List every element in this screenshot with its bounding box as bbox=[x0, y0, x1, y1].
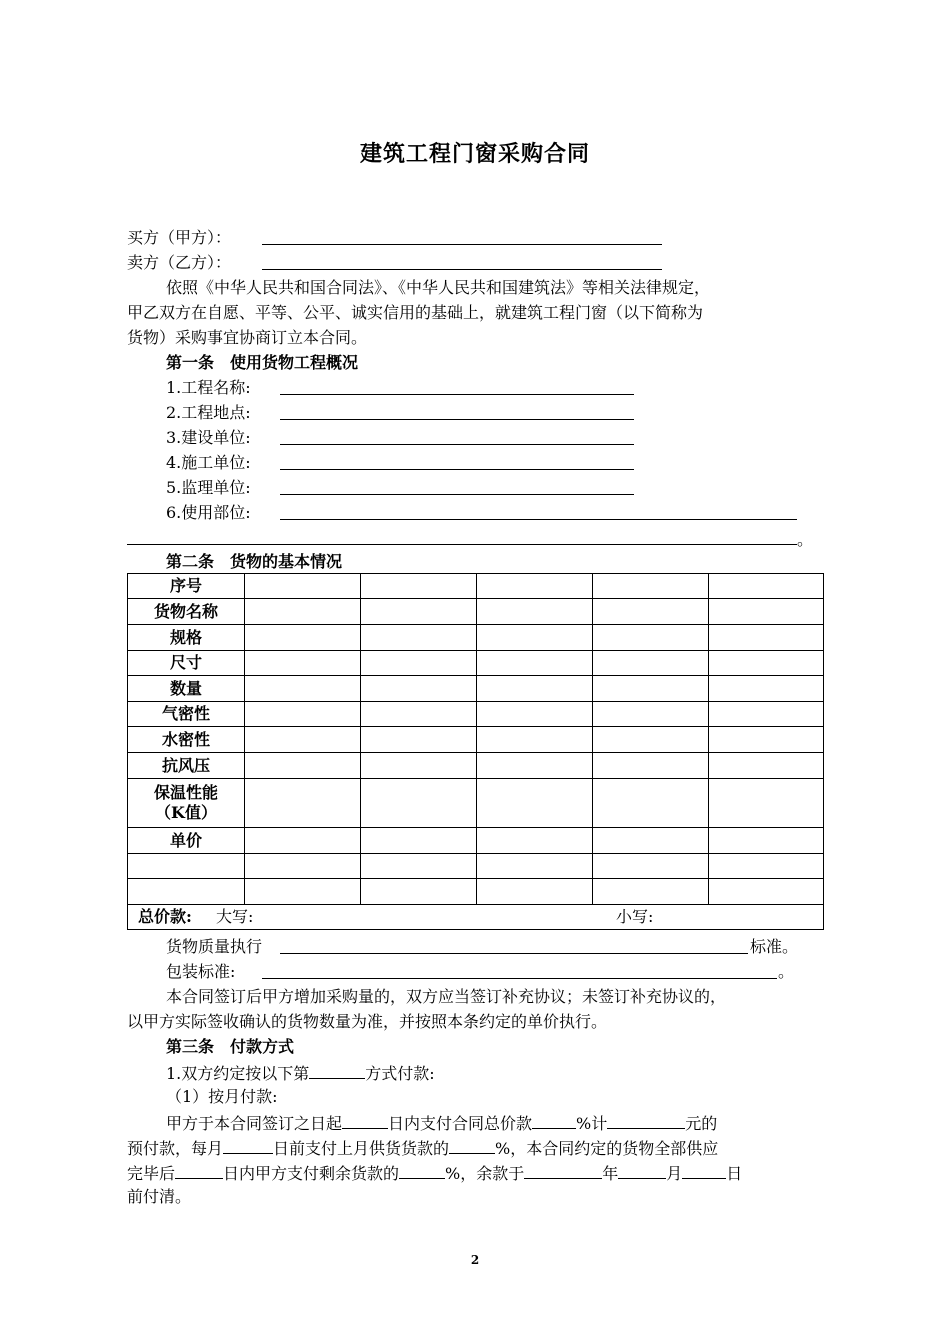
seller-blank bbox=[262, 269, 662, 270]
text-segment: 元的 bbox=[685, 1114, 718, 1133]
table-cell bbox=[709, 779, 824, 828]
usage-location-blank-2 bbox=[127, 544, 797, 545]
table-row bbox=[128, 625, 824, 651]
payment-para-line-4: 前付清。 bbox=[127, 1187, 192, 1206]
table-cell bbox=[245, 879, 361, 905]
table-cell bbox=[361, 879, 477, 905]
table-row bbox=[128, 753, 824, 779]
total-price-label: 总价款: bbox=[138, 907, 192, 926]
table-cell bbox=[477, 828, 593, 854]
table-cell bbox=[709, 676, 824, 702]
table-cell bbox=[709, 879, 824, 905]
percent-blank bbox=[532, 1112, 576, 1129]
table-cell bbox=[477, 753, 593, 779]
package-end-mark: 。 bbox=[778, 962, 795, 981]
table-row bbox=[128, 828, 824, 854]
table-cell bbox=[361, 779, 477, 828]
buyer-blank bbox=[262, 244, 662, 245]
document-title: 建筑工程门窗采购合同 bbox=[359, 141, 590, 167]
payment-option-prefix: 1.双方约定按以下第 bbox=[166, 1064, 310, 1083]
table-cell bbox=[245, 753, 361, 779]
project-name-label: 1.工程名称: bbox=[166, 378, 251, 397]
page-number: 2 bbox=[470, 1253, 480, 1267]
seller-label: 卖方（乙方）： bbox=[127, 253, 232, 272]
table-cell bbox=[709, 854, 824, 879]
table-cell bbox=[361, 854, 477, 879]
payment-option-suffix: 方式付款: bbox=[365, 1064, 435, 1083]
table-cell bbox=[709, 651, 824, 676]
table-cell bbox=[477, 625, 593, 651]
table-cell bbox=[245, 702, 361, 727]
table-row bbox=[128, 574, 824, 599]
table-row bbox=[128, 779, 824, 828]
table-cell bbox=[245, 854, 361, 879]
table-cell bbox=[477, 574, 593, 599]
text-segment: 甲方于本合同签订之日起 bbox=[166, 1114, 343, 1133]
total-price-cell bbox=[128, 905, 824, 930]
k-value-label: （K值） bbox=[155, 803, 217, 822]
supervision-unit-label: 5.监理单位: bbox=[166, 478, 251, 497]
table-cell bbox=[593, 879, 709, 905]
table-row bbox=[128, 879, 824, 905]
table-cell bbox=[477, 854, 593, 879]
text-segment: 日前支付上月供货货款的 bbox=[273, 1139, 450, 1158]
table-cell bbox=[245, 828, 361, 854]
days-blank bbox=[175, 1162, 223, 1179]
text-segment: 日内支付合同总价款 bbox=[388, 1114, 533, 1133]
table-cell bbox=[361, 753, 477, 779]
row-label-air-tightness: 气密性 bbox=[128, 702, 245, 727]
table-cell bbox=[593, 702, 709, 727]
table-cell bbox=[593, 625, 709, 651]
payment-option-blank bbox=[309, 1062, 365, 1079]
article-1-heading: 第一条 使用货物工程概况 bbox=[166, 353, 359, 372]
table-cell bbox=[593, 651, 709, 676]
text-segment: %计 bbox=[576, 1114, 608, 1133]
table-cell bbox=[709, 753, 824, 779]
table-cell bbox=[245, 574, 361, 599]
table-row bbox=[128, 702, 824, 727]
table-cell bbox=[593, 753, 709, 779]
row-label-goods-name: 货物名称 bbox=[128, 599, 245, 625]
table-cell bbox=[477, 676, 593, 702]
table-cell bbox=[709, 625, 824, 651]
usage-end-mark: 。 bbox=[797, 530, 814, 549]
table-cell bbox=[477, 779, 593, 828]
table-cell bbox=[245, 625, 361, 651]
table-cell bbox=[361, 828, 477, 854]
table-cell bbox=[477, 599, 593, 625]
day-blank bbox=[682, 1162, 726, 1179]
usage-location-blank-1 bbox=[280, 519, 797, 520]
package-blank bbox=[262, 978, 777, 979]
table-cell bbox=[361, 574, 477, 599]
month-blank bbox=[618, 1162, 666, 1179]
table-row bbox=[128, 854, 824, 879]
table-cell bbox=[593, 676, 709, 702]
article-3-heading: 第三条 付款方式 bbox=[166, 1037, 295, 1056]
supplement-line-1: 本合同签订后甲方增加采购量的，双方应当签订补充协议；未签订补充协议的， bbox=[166, 987, 727, 1006]
package-label: 包装标准: bbox=[166, 962, 236, 981]
row-label-size: 尺寸 bbox=[128, 651, 245, 676]
row-label-spec: 规格 bbox=[128, 625, 245, 651]
quality-suffix: 标准。 bbox=[750, 937, 799, 956]
builder-unit-label: 4.施工单位: bbox=[166, 453, 251, 472]
table-cell bbox=[245, 727, 361, 753]
table-cell bbox=[709, 828, 824, 854]
table-cell bbox=[477, 651, 593, 676]
table-cell bbox=[245, 676, 361, 702]
table-cell bbox=[593, 779, 709, 828]
total-price-row bbox=[128, 905, 824, 930]
row-label-insulation bbox=[128, 779, 245, 828]
text-segment: 预付款，每月 bbox=[127, 1139, 224, 1158]
table-cell bbox=[709, 574, 824, 599]
text-segment: 年 bbox=[602, 1164, 619, 1183]
project-location-blank bbox=[280, 419, 634, 420]
table-cell bbox=[361, 727, 477, 753]
buyer-label: 买方（甲方）： bbox=[127, 228, 232, 247]
table-cell bbox=[245, 779, 361, 828]
percent-blank bbox=[399, 1162, 445, 1179]
table-row bbox=[128, 651, 824, 676]
amount-blank bbox=[607, 1112, 685, 1129]
table-cell bbox=[361, 702, 477, 727]
project-location-label: 2.工程地点: bbox=[166, 403, 251, 422]
text-segment: %，本合同约定的货物全部供应 bbox=[495, 1139, 719, 1158]
table-cell bbox=[361, 625, 477, 651]
row-label-quantity: 数量 bbox=[128, 676, 245, 702]
percent-blank bbox=[449, 1137, 495, 1154]
table-cell bbox=[361, 676, 477, 702]
table-row bbox=[128, 599, 824, 625]
table-cell bbox=[593, 599, 709, 625]
intro-line-1: 依照《中华人民共和国合同法》、《中华人民共和国建筑法》等相关法律规定， bbox=[166, 278, 711, 297]
quality-blank bbox=[280, 953, 748, 954]
insulation-label: 保温性能 bbox=[153, 783, 218, 802]
table-cell bbox=[245, 599, 361, 625]
payment-para-line-3 bbox=[127, 1162, 742, 1184]
table-cell bbox=[128, 879, 245, 905]
row-label-water-tightness: 水密性 bbox=[128, 727, 245, 753]
table-cell bbox=[477, 702, 593, 727]
table-cell bbox=[593, 574, 709, 599]
row-label-unit-price: 单价 bbox=[128, 828, 245, 854]
day-of-month-blank bbox=[223, 1137, 273, 1154]
text-segment: 日 bbox=[726, 1164, 743, 1183]
total-upper-label: 大写: bbox=[216, 907, 254, 926]
table-cell bbox=[593, 727, 709, 753]
text-segment: 完毕后 bbox=[127, 1164, 176, 1183]
days-blank bbox=[342, 1112, 388, 1129]
row-label-serial: 序号 bbox=[128, 574, 245, 599]
text-segment: 日内甲方支付剩余货款的 bbox=[223, 1164, 400, 1183]
usage-location-label: 6.使用部位: bbox=[166, 503, 251, 522]
table-cell bbox=[709, 727, 824, 753]
table-cell bbox=[361, 651, 477, 676]
construction-unit-blank bbox=[280, 444, 634, 445]
table-cell bbox=[361, 599, 477, 625]
table-row bbox=[128, 676, 824, 702]
table-cell bbox=[128, 854, 245, 879]
supplement-line-2: 以甲方实际签收确认的货物数量为准，并按照本条约定的单价执行。 bbox=[127, 1012, 608, 1031]
year-blank bbox=[524, 1162, 602, 1179]
table-row bbox=[128, 727, 824, 753]
intro-line-2: 甲乙双方在自愿、平等、公平、诚实信用的基础上，就建筑工程门窗（以下简称为 bbox=[127, 303, 704, 322]
table-cell bbox=[709, 702, 824, 727]
total-lower-label: 小写: bbox=[616, 907, 654, 926]
table-cell bbox=[593, 854, 709, 879]
monthly-payment-heading: （1）按月付款: bbox=[166, 1087, 278, 1106]
table-cell bbox=[477, 879, 593, 905]
payment-para-line-2 bbox=[127, 1137, 718, 1159]
payment-option-line bbox=[166, 1062, 435, 1084]
table-cell bbox=[593, 828, 709, 854]
project-name-blank bbox=[280, 394, 634, 395]
table-cell bbox=[245, 651, 361, 676]
quality-prefix: 货物质量执行 bbox=[166, 937, 263, 956]
table-cell bbox=[477, 727, 593, 753]
intro-line-3: 货物）采购事宜协商订立本合同。 bbox=[127, 328, 368, 347]
builder-unit-blank bbox=[280, 469, 634, 470]
goods-table bbox=[127, 573, 824, 930]
article-2-heading: 第二条 货物的基本情况 bbox=[166, 552, 343, 571]
construction-unit-label: 3.建设单位: bbox=[166, 428, 251, 447]
row-label-wind-pressure: 抗风压 bbox=[128, 753, 245, 779]
text-segment: %，余款于 bbox=[445, 1164, 525, 1183]
supervision-unit-blank bbox=[280, 494, 634, 495]
payment-para-line-1 bbox=[166, 1112, 717, 1134]
text-segment: 月 bbox=[666, 1164, 683, 1183]
table-cell bbox=[709, 599, 824, 625]
